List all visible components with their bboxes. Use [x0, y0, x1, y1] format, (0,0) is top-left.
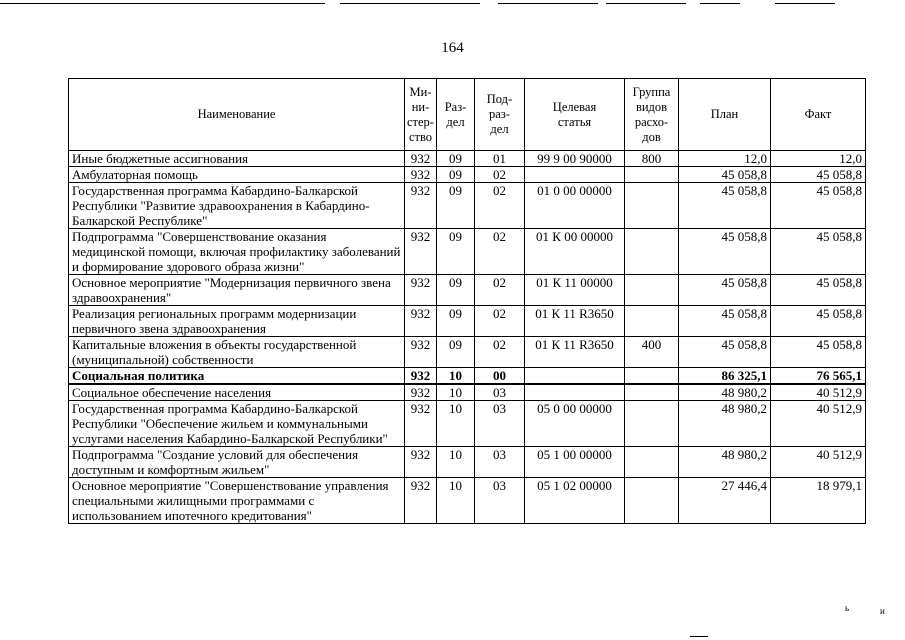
- cell-plan: 45 058,8: [679, 337, 771, 368]
- top-edge-line: [340, 3, 480, 4]
- cell-plan: 45 058,8: [679, 167, 771, 183]
- cell-name: Основное мероприятие "Модернизация первичного звена здравоохранения": [69, 275, 405, 306]
- cell-group: [625, 306, 679, 337]
- cell-plan: 48 980,2: [679, 384, 771, 401]
- header-section: Раз- дел: [437, 79, 475, 151]
- cell-ministry: 932: [405, 384, 437, 401]
- cell-fact: 45 058,8: [771, 183, 866, 229]
- cell-name: Реализация региональных программ модернизации первичного звена здравоохранения: [69, 306, 405, 337]
- table-row: [69, 447, 866, 478]
- header-fact: Факт: [771, 79, 866, 151]
- cell-plan: 86 325,1: [679, 368, 771, 385]
- cell-plan: 45 058,8: [679, 183, 771, 229]
- cell-ministry: 932: [405, 306, 437, 337]
- cell-section: 09: [437, 151, 475, 167]
- cell-target: 01 К 11 R3650: [525, 337, 625, 368]
- cell-group: 800: [625, 151, 679, 167]
- scan-mark: и: [880, 606, 885, 616]
- cell-ministry: 932: [405, 183, 437, 229]
- cell-group: [625, 167, 679, 183]
- cell-group: [625, 447, 679, 478]
- page-number: 164: [441, 40, 464, 56]
- cell-group: [625, 384, 679, 401]
- table-row: [69, 151, 866, 167]
- cell-section: 09: [437, 167, 475, 183]
- cell-fact: 45 058,8: [771, 167, 866, 183]
- cell-group: 400: [625, 337, 679, 368]
- cell-ministry: 932: [405, 478, 437, 524]
- cell-section: 10: [437, 384, 475, 401]
- top-edge-line: [606, 3, 686, 4]
- cell-subsection: 02: [475, 229, 525, 275]
- table-row: [69, 368, 866, 385]
- cell-fact: 45 058,8: [771, 275, 866, 306]
- table-row: [69, 478, 866, 524]
- cell-section: 10: [437, 401, 475, 447]
- cell-target: 01 К 00 00000: [525, 229, 625, 275]
- cell-fact: 40 512,9: [771, 384, 866, 401]
- top-edge-line: [498, 3, 598, 4]
- cell-group: [625, 183, 679, 229]
- cell-section: 09: [437, 337, 475, 368]
- cell-name: Подпрограмма "Создание условий для обеспечения доступным и комфортным жильем": [69, 447, 405, 478]
- cell-name: Государственная программа Кабардино-Балкарской Республики "Обеспечение жильем и коммунальными услугами населения Кабардино-Балкарской Республики": [69, 401, 405, 447]
- table-row: [69, 306, 866, 337]
- cell-group: [625, 275, 679, 306]
- cell-subsection: 03: [475, 478, 525, 524]
- cell-fact: 45 058,8: [771, 306, 866, 337]
- cell-target: [525, 167, 625, 183]
- cell-subsection: 02: [475, 167, 525, 183]
- cell-name: Иные бюджетные ассигнования: [69, 151, 405, 167]
- top-edge-line: [0, 3, 325, 4]
- cell-target: [525, 384, 625, 401]
- table-row: [69, 183, 866, 229]
- scan-mark: ь: [845, 603, 850, 613]
- cell-section: 09: [437, 306, 475, 337]
- header-group: Группа видов расхо- дов: [625, 79, 679, 151]
- cell-section: 10: [437, 478, 475, 524]
- table-row: [69, 401, 866, 447]
- header-row: [69, 79, 866, 151]
- cell-subsection: 00: [475, 368, 525, 385]
- cell-fact: 40 512,9: [771, 401, 866, 447]
- cell-plan: 12,0: [679, 151, 771, 167]
- cell-section: 09: [437, 183, 475, 229]
- cell-subsection: 02: [475, 306, 525, 337]
- table-row: [69, 167, 866, 183]
- cell-name: Подпрограмма "Совершенствование оказания медицинской помощи, включая профилактику заболеваний и формирование здорового образа жизни": [69, 229, 405, 275]
- cell-name: Основное мероприятие "Совершенствование управления специальными жилищными программами с использованием ипотечного кредитования": [69, 478, 405, 524]
- table-row: [69, 337, 866, 368]
- cell-name: Социальная политика: [69, 368, 405, 385]
- cell-subsection: 02: [475, 337, 525, 368]
- cell-fact: 45 058,8: [771, 229, 866, 275]
- top-edge-line: [775, 3, 835, 4]
- cell-subsection: 02: [475, 183, 525, 229]
- cell-subsection: 03: [475, 384, 525, 401]
- cell-name: Государственная программа Кабардино-Балкарской Республики "Развитие здравоохранения в Кабардино-Балкарской Республике": [69, 183, 405, 229]
- cell-target: 05 1 00 00000: [525, 447, 625, 478]
- top-edge-line: [700, 3, 740, 4]
- cell-fact: 76 565,1: [771, 368, 866, 385]
- cell-target: 99 9 00 90000: [525, 151, 625, 167]
- cell-ministry: 932: [405, 229, 437, 275]
- cell-section: 09: [437, 229, 475, 275]
- cell-plan: 48 980,2: [679, 401, 771, 447]
- table-row: [69, 275, 866, 306]
- cell-target: 05 1 02 00000: [525, 478, 625, 524]
- cell-group: [625, 401, 679, 447]
- cell-target: [525, 368, 625, 385]
- cell-target: 05 0 00 00000: [525, 401, 625, 447]
- cell-subsection: 03: [475, 401, 525, 447]
- cell-plan: 45 058,8: [679, 229, 771, 275]
- cell-ministry: 932: [405, 167, 437, 183]
- cell-target: 01 0 00 00000: [525, 183, 625, 229]
- cell-ministry: 932: [405, 368, 437, 385]
- cell-target: 01 К 11 R3650: [525, 306, 625, 337]
- cell-fact: 12,0: [771, 151, 866, 167]
- cell-section: 10: [437, 447, 475, 478]
- table-row: [69, 384, 866, 401]
- cell-plan: 45 058,8: [679, 275, 771, 306]
- cell-section: 09: [437, 275, 475, 306]
- cell-group: [625, 478, 679, 524]
- cell-ministry: 932: [405, 447, 437, 478]
- cell-plan: 45 058,8: [679, 306, 771, 337]
- table-row: [69, 229, 866, 275]
- cell-subsection: 02: [475, 275, 525, 306]
- header-name: Наименование: [69, 79, 405, 151]
- cell-fact: 40 512,9: [771, 447, 866, 478]
- header-plan: План: [679, 79, 771, 151]
- cell-ministry: 932: [405, 337, 437, 368]
- cell-group: [625, 368, 679, 385]
- header-ministry: Ми- ни- стер- ство: [405, 79, 437, 151]
- cell-plan: 48 980,2: [679, 447, 771, 478]
- cell-subsection: 03: [475, 447, 525, 478]
- cell-group: [625, 229, 679, 275]
- cell-ministry: 932: [405, 275, 437, 306]
- cell-name: Амбулаторная помощь: [69, 167, 405, 183]
- cell-fact: 45 058,8: [771, 337, 866, 368]
- cell-subsection: 01: [475, 151, 525, 167]
- cell-name: Капитальные вложения в объекты государственной (муниципальной) собственности: [69, 337, 405, 368]
- cell-fact: 18 979,1: [771, 478, 866, 524]
- cell-section: 10: [437, 368, 475, 385]
- cell-name: Социальное обеспечение населения: [69, 384, 405, 401]
- bottom-edge-line: [690, 636, 708, 637]
- header-subsection: Под- раз- дел: [475, 79, 525, 151]
- budget-table: [68, 78, 866, 524]
- cell-plan: 27 446,4: [679, 478, 771, 524]
- header-target: Целевая статья: [525, 79, 625, 151]
- cell-ministry: 932: [405, 151, 437, 167]
- cell-target: 01 К 11 00000: [525, 275, 625, 306]
- cell-ministry: 932: [405, 401, 437, 447]
